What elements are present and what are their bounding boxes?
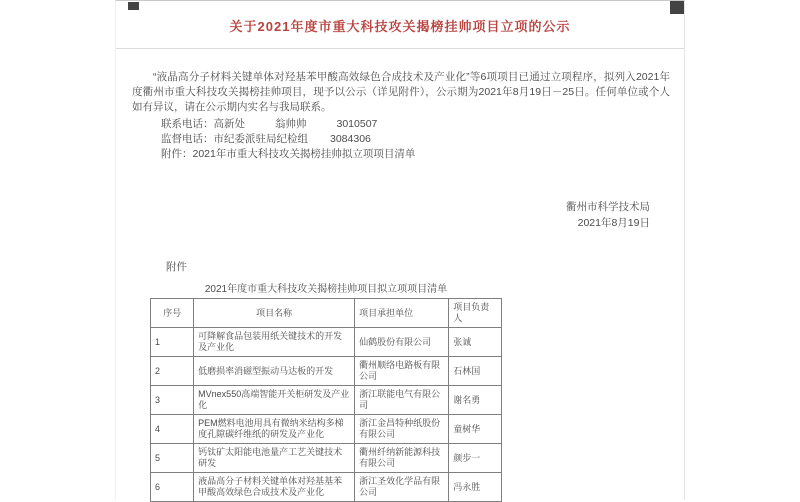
cell-unit: 浙江圣效化学品有限公司 — [355, 473, 449, 502]
cell-project-name: 钙钛矿太阳能电池量产工艺关键技术研发 — [194, 444, 355, 473]
contact-phone: 3010507 — [336, 118, 378, 130]
appendix-label: 附件 — [166, 261, 187, 273]
table-row — [151, 444, 502, 473]
table-row — [151, 386, 502, 415]
cell-project-name: 可降解食品包装用纸关键技术的开发及产业化 — [194, 328, 355, 357]
cell-project-name: 液晶高分子材料关键单体对羟基基苯甲酸高效绿色合成技术及产业化 — [194, 473, 355, 502]
header-unit: 项目承担单位 — [355, 299, 449, 328]
cell-leader: 冯永胜 — [449, 473, 502, 502]
cell-leader: 颜步一 — [449, 444, 502, 473]
contact-person: 翁帅帅 — [275, 118, 307, 130]
cell-seq: 6 — [151, 473, 194, 502]
cell-unit: 衢州顺络电路板有限公司 — [355, 357, 449, 386]
cell-project-name: PEM燃料电池用具有微纳米结构多梯度孔隙碳纤维纸的研发及产业化 — [194, 415, 355, 444]
cell-project-name: MVnex550高端智能开关柜研发及产业化 — [194, 386, 355, 415]
contact-dept: 高新处 — [213, 118, 245, 130]
header-seq: 序号 — [151, 299, 194, 328]
table-title: 2021年度市重大科技攻关揭榜挂帅项目拟立项项目清单 — [204, 284, 448, 295]
title-divider — [116, 48, 684, 49]
screenshot-artifact-top-right — [670, 1, 684, 14]
cell-unit: 仙鹤股份有限公司 — [355, 328, 449, 357]
table-row — [151, 357, 502, 386]
cell-leader: 石林国 — [449, 357, 502, 386]
table-header-row — [151, 299, 502, 328]
announcement-paragraph: “液晶高分子材料关键单体对羟基苯甲酸高效绿色合成技术及产业化”等6项项目已通过立项程序，拟列入2021年度衢州市重大科技攻关揭榜挂帅项目，现予以公示（详见附件），公示期为2021年8月19日－25日。任何单位或个人如有异议，请在公示期内实名与我局联系。 — [132, 71, 670, 113]
table-row — [151, 415, 502, 444]
attachment-reference-line: 附件：2021年市重大科技攻关揭榜挂帅拟立项项目清单 — [161, 148, 416, 160]
supervision-label: 监督电话： — [161, 133, 214, 145]
cell-seq: 1 — [151, 328, 194, 357]
signature-agency: 衢州市科学技术局 — [566, 201, 650, 213]
table-row — [151, 328, 502, 357]
supervision-line — [161, 132, 684, 147]
supervision-phone: 3084306 — [330, 133, 371, 145]
screenshot-artifact-top-left — [128, 2, 139, 10]
cell-unit: 浙江联能电气有限公司 — [355, 386, 449, 415]
cell-seq: 2 — [151, 357, 194, 386]
signature-date: 2021年8月19日 — [577, 217, 650, 229]
contact-label: 联系电话： — [161, 118, 214, 130]
table-row — [151, 473, 502, 502]
cell-unit: 衢州纤纳新能源科技有限公司 — [355, 444, 449, 473]
header-name: 项目名称 — [194, 299, 355, 328]
cell-unit: 浙江金昌特种纸股份有限公司 — [355, 415, 449, 444]
cell-leader: 谢名勇 — [449, 386, 502, 415]
document-sheet — [115, 0, 685, 500]
appendix-table-area — [150, 280, 502, 502]
cell-seq: 5 — [151, 444, 194, 473]
page-title: 关于2021年度市重大科技攻关揭榜挂帅项目立项的公示 — [229, 19, 571, 34]
header-leader: 项目负责人 — [449, 299, 502, 328]
cell-seq: 4 — [151, 415, 194, 444]
cell-seq: 3 — [151, 386, 194, 415]
cell-leader: 张诚 — [449, 328, 502, 357]
supervision-dept: 市纪委派驻局纪检组 — [213, 133, 308, 145]
cell-project-name: 低磨损率消磁型振动马达板的开发 — [194, 357, 355, 386]
cell-leader: 童树华 — [449, 415, 502, 444]
project-table — [150, 298, 502, 502]
contact-line — [161, 117, 684, 132]
